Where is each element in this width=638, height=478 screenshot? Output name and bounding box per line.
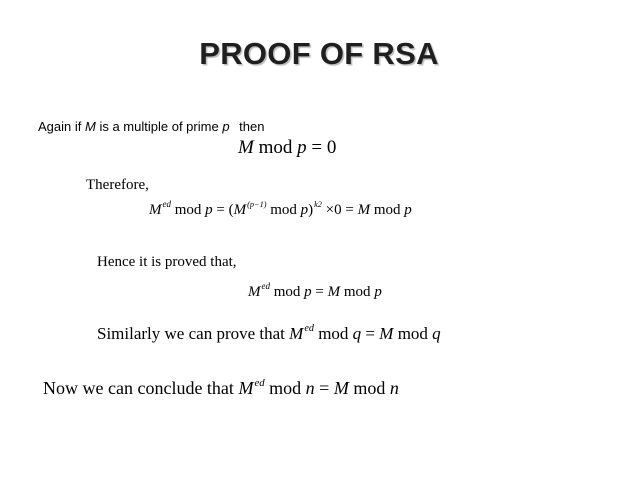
eq2-open-paren: ( (228, 202, 234, 218)
similarly-equals: = (365, 324, 376, 343)
conclude-mod: mod (269, 378, 302, 398)
eq2-mod-result: mod (373, 202, 401, 218)
eq3-equals: = (315, 284, 324, 300)
conclude-mod-result: mod (353, 378, 386, 398)
conclude-n: n (305, 378, 315, 398)
conclude-exponent-ed: ed (254, 376, 265, 389)
hence-label: Hence it is proved that, (97, 254, 237, 270)
eq2-equals: = (216, 202, 225, 218)
intro-then: then (239, 119, 265, 134)
eq3-mod: mod (273, 284, 301, 300)
eq2-p-result: p (404, 202, 412, 218)
similarly-m-result: M (379, 324, 394, 343)
eq2-mod-inner: mod (270, 202, 297, 218)
eq2-zero: 0 (334, 202, 342, 218)
eq1-zero: 0 (326, 137, 337, 158)
equation-therefore (149, 199, 412, 219)
conclude-text: Now we can conclude that (43, 378, 234, 398)
eq2-p-inner: p (300, 202, 309, 218)
conclude-m: M (238, 378, 254, 398)
eq2-exponent-p-minus-1: (p−1) (247, 199, 267, 209)
intro-again-if: Again if (38, 119, 82, 134)
conclude-m-result: M (333, 378, 349, 398)
eq1-m: M (238, 137, 254, 158)
eq2-exponent-k2: k2 (314, 199, 322, 209)
similarly-m: M (289, 324, 304, 343)
slide-title: PROOF OF RSA (199, 36, 439, 71)
eq2-mod: mod (174, 202, 202, 218)
eq1-equals: = (311, 137, 323, 158)
eq3-m: M (248, 284, 261, 300)
intro-line (38, 119, 264, 134)
eq2-close-paren: ) (308, 202, 314, 218)
conclude-n-result: n (389, 378, 399, 398)
eq3-p: p (304, 284, 312, 300)
eq1-mod: mod (258, 137, 293, 158)
similarly-text: Similarly we can prove that (97, 324, 285, 343)
eq2-m: M (149, 202, 162, 218)
similarly-mod: mod (318, 324, 349, 343)
similarly-q: q (352, 324, 362, 343)
conclude-equals: = (319, 378, 330, 398)
eq3-m-result: M (327, 284, 341, 300)
eq2-m-inner: M (233, 202, 247, 218)
intro-var-m: M (85, 119, 96, 134)
equation-m-mod-p-zero (238, 137, 336, 159)
eq2-equals-2: = (345, 202, 354, 218)
eq2-exponent-ed: ed (162, 199, 171, 210)
eq3-exponent-ed: ed (261, 281, 270, 292)
eq3-p-result: p (374, 284, 382, 300)
intro-var-p: p (222, 119, 230, 134)
similarly-mod-result: mod (397, 324, 428, 343)
eq2-p: p (205, 202, 213, 218)
therefore-label: Therefore, (86, 177, 149, 193)
eq1-p: p (297, 137, 307, 158)
intro-is-multiple: is a multiple of prime (99, 119, 219, 134)
conclude-line (43, 378, 399, 399)
similarly-q-result: q (432, 324, 441, 343)
eq2-m-result: M (357, 202, 371, 218)
similarly-line (97, 324, 441, 344)
eq2-times: × (325, 202, 335, 218)
similarly-exponent-ed: ed (304, 323, 314, 335)
equation-hence (248, 281, 382, 301)
eq3-mod-result: mod (343, 284, 371, 300)
